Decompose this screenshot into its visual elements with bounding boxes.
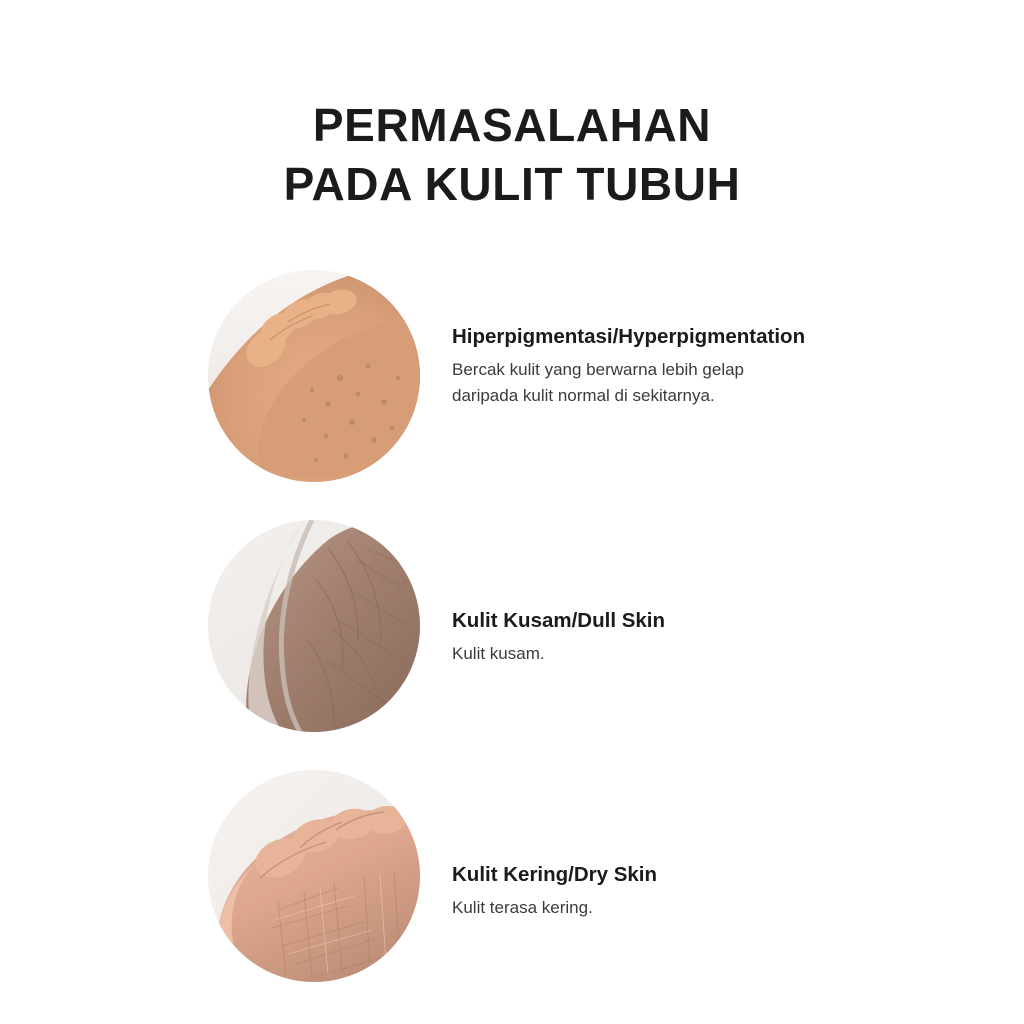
list-item-description-line-1: Bercak kulit yang berwarna lebih gelap	[452, 359, 745, 379]
list-item	[0, 762, 1024, 990]
list-item-description-line-1: Kulit kusam.	[452, 643, 545, 663]
list-item	[0, 262, 1024, 490]
elbow-dull-skin-photo	[208, 520, 420, 732]
page-title-line-1: PERMASALAHAN	[312, 99, 712, 151]
list-item-title: Hiperpigmentasi/Hyperpigmentation	[452, 325, 806, 348]
foot-dry-skin-photo	[208, 770, 420, 982]
skin-problem-list	[0, 262, 1024, 1010]
list-item-title: Kulit Kusam/Dull Skin	[452, 609, 665, 632]
shoulder-hyperpigmentation-photo	[208, 270, 420, 482]
list-item-text	[452, 862, 922, 921]
list-item-text	[452, 324, 922, 409]
page-title	[0, 96, 1024, 214]
page-title-line-2: PADA KULIT TUBUH	[283, 157, 741, 210]
list-item-text	[452, 608, 922, 667]
list-item	[0, 512, 1024, 740]
list-item-title: Kulit Kering/Dry Skin	[452, 863, 658, 886]
list-item-description-line-2: daripada kulit normal di sekitarnya.	[452, 385, 715, 405]
list-item-description-line-1: Kulit terasa kering.	[452, 897, 593, 917]
